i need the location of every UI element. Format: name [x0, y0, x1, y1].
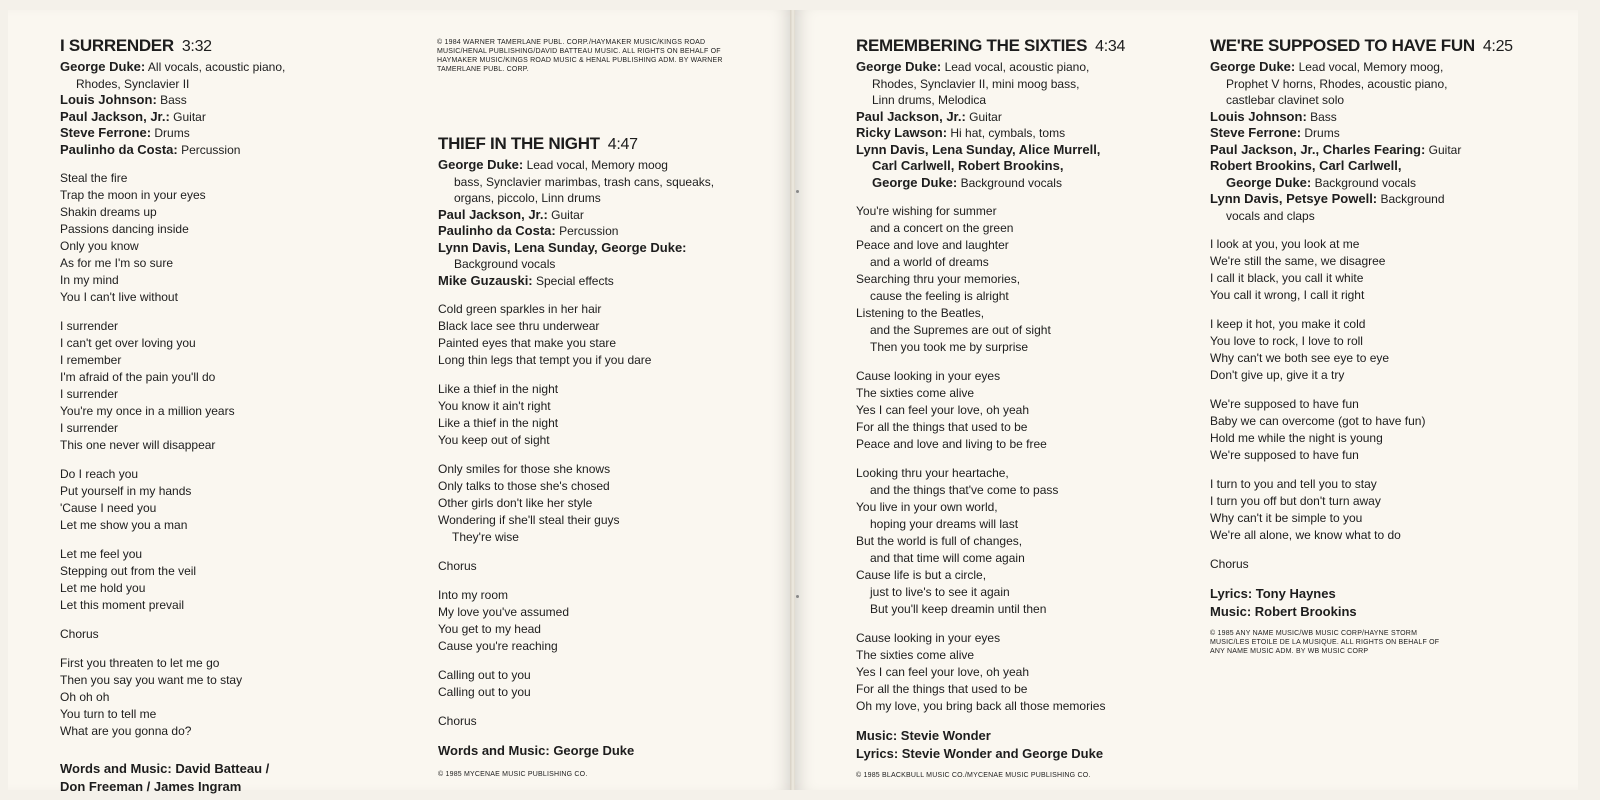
lyric-line: Cause looking in your eyes [856, 631, 1001, 645]
lyric-line: I look at you, you look at me [1210, 237, 1360, 251]
lyric-line: Let me show you a man [60, 518, 188, 532]
musician-name: Lynn Davis, Lena Sunday, Alice Murrell, [856, 141, 1101, 157]
lyric-line: But the world is full of changes, [856, 534, 1023, 548]
instrument-role: Percussion [555, 224, 619, 238]
lyric-line: I remember [60, 353, 122, 367]
lyric-line: Passions dancing inside [60, 222, 189, 236]
lyric-line: I surrender [60, 387, 119, 401]
instrument-role: Lead vocal, Memory moog [523, 158, 668, 172]
lyric-line: Cause you're reaching [438, 639, 558, 653]
credits-list [1210, 59, 1560, 224]
instrument-role: Bass [156, 93, 187, 107]
musician-name: Ricky Lawson: [856, 125, 948, 140]
lyric-line: Yes I can feel your love, oh yeah [856, 665, 1030, 679]
lyric-stanza [856, 203, 1176, 356]
credit-line [1210, 125, 1560, 142]
writers-credit [1210, 585, 1560, 621]
lyric-stanza [438, 667, 778, 701]
song-duration: 3:32 [181, 38, 212, 55]
lyric-line: and the things that've come to pass [870, 483, 1059, 497]
musician-name: George Duke: [856, 59, 942, 74]
song-title-text: THIEF IN THE NIGHT [438, 134, 600, 153]
instrument-role: vocals and claps [1226, 208, 1315, 223]
lyric-line: cause the feeling is alright [870, 289, 1009, 303]
lyric-line: Other girls don't like her style [438, 496, 593, 510]
lyric-line: Then you took me by surprise [870, 340, 1029, 354]
writer-credit-line: Lyrics: Stevie Wonder and George Duke [856, 746, 1104, 761]
lyric-line: Chorus [60, 627, 99, 641]
lyric-line: and a world of dreams [870, 255, 989, 269]
credits-list [60, 59, 400, 158]
lyric-stanza [1210, 556, 1560, 573]
musician-name: Paul Jackson, Jr.: [60, 108, 170, 124]
credit-line [856, 92, 1176, 109]
writers-credit [60, 760, 400, 796]
lyric-line: Put yourself in my hands [60, 484, 192, 498]
instrument-role: Background [1377, 192, 1445, 206]
lyric-line: For all the things that used to be [856, 420, 1028, 434]
song-duration: 4:47 [607, 136, 638, 153]
writers-credit [438, 742, 778, 760]
lyric-stanza [1210, 396, 1560, 464]
staple-hole [796, 190, 799, 193]
instrument-role: Guitar [1425, 142, 1462, 157]
credit-line [856, 125, 1176, 142]
lyric-line: Baby we can overcome (got to have fun) [1210, 414, 1426, 428]
song-thief-in-the-night [438, 134, 778, 779]
instrument-role: Rhodes, Synclavier II, mini moog bass, [872, 76, 1080, 91]
instrument-role: Percussion [177, 142, 241, 157]
lyric-line: Like a thief in the night [438, 416, 559, 430]
lyric-stanza [60, 626, 400, 643]
lyric-stanza [438, 301, 778, 369]
writer-credit-line: Words and Music: David Batteau / [60, 761, 270, 776]
lyric-stanza [856, 368, 1176, 453]
lyric-line: You love to rock, I love to roll [1210, 334, 1363, 348]
musician-name: Steve Ferrone: [60, 125, 152, 140]
instrument-role: Drums [1301, 126, 1340, 140]
credit-line [856, 76, 1176, 93]
lyric-line: You keep out of sight [438, 433, 550, 447]
lyric-line: Cause life is but a circle, [856, 568, 987, 582]
lyric-line: I can't get over loving you [60, 336, 196, 350]
lyric-line: First you threaten to let me go [60, 656, 220, 670]
lyric-stanza [1210, 316, 1560, 384]
lyric-line: 'Cause I need you [60, 501, 157, 515]
credit-line [438, 256, 778, 273]
lyric-stanza [856, 465, 1176, 618]
instrument-role: bass, Synclavier marimbas, trash cans, squeaks, [454, 174, 715, 189]
lyric-line: Yes I can feel your love, oh yeah [856, 403, 1030, 417]
lyric-line: But you'll keep dreamin until then [870, 602, 1047, 616]
lyric-stanza [60, 546, 400, 614]
lyric-stanza [1210, 236, 1560, 304]
musician-name: Paul Jackson, Jr., Charles Fearing: [1210, 141, 1426, 157]
instrument-role: Background vocals [454, 257, 556, 271]
song-title-text: I SURRENDER [60, 36, 174, 55]
lyric-line: Peace and love and laughter [856, 238, 1009, 252]
lyric-line: Peace and love and living to be free [856, 437, 1047, 451]
credit-line [856, 158, 1176, 175]
lyric-line: I surrender [60, 319, 119, 333]
musician-name: Paul Jackson, Jr.: [856, 108, 966, 124]
credit-line [1210, 142, 1560, 159]
lyric-line: Let this moment prevail [60, 598, 185, 612]
lyric-line: We're supposed to have fun [1210, 397, 1359, 411]
musician-name: Paulinho da Costa: [60, 141, 178, 157]
copyright-notice: © 1984 WARNER TAMERLANE PUBL. CORP./HAYMAKER MUSIC/KINGS ROAD MUSIC/HENAL PUBLISHING/DAVID BATTEAU MUSIC. ALL RIGHTS ON BEHALF OF HAYMAKER MUSIC/KINGS ROAD MUSIC & HENAL PUBLISHING ADM. BY WARNER TAMERLANE PUBL. CORP. [437, 39, 723, 73]
musician-name: George Duke: [872, 174, 958, 190]
lyric-line: You're my once in a million years [60, 404, 235, 418]
lyrics [856, 203, 1176, 715]
lyric-line: What are you gonna do? [60, 724, 192, 738]
instrument-role: castlebar clavinet solo [1226, 93, 1345, 107]
musician-name: Louis Johnson: [60, 92, 157, 107]
lyric-stanza [438, 587, 778, 655]
lyric-stanza [438, 558, 778, 575]
lyric-line: Let me feel you [60, 547, 143, 561]
writer-credit-line: Words and Music: George Duke [438, 743, 635, 758]
musician-name: George Duke: [1226, 174, 1312, 190]
lyric-line: As for me I'm so sure [60, 256, 173, 270]
lyric-line: Let me hold you [60, 581, 146, 595]
lyric-line: I keep it hot, you make it cold [1210, 317, 1366, 331]
instrument-role: Guitar [965, 109, 1002, 124]
song-title-text: REMEMBERING THE SIXTIES [856, 36, 1088, 55]
lyric-line: You're wishing for summer [856, 204, 997, 218]
lyric-line: Painted eyes that make you stare [438, 336, 617, 350]
lyric-line: Then you say you want me to stay [60, 673, 243, 687]
lyric-line: Into my room [438, 588, 509, 602]
instrument-role: Guitar [169, 109, 206, 124]
writer-credit-line: Lyrics: Tony Haynes [1210, 586, 1336, 601]
musician-name: George Duke: [438, 157, 524, 172]
lyric-stanza [438, 381, 778, 449]
lyric-line: For all the things that used to be [856, 682, 1028, 696]
writer-credit-line: Music: Robert Brookins [1210, 604, 1357, 619]
lyric-line: Only you know [60, 239, 139, 253]
lyric-line: Chorus [438, 559, 477, 573]
lyric-line: Black lace see thru underwear [438, 319, 600, 333]
musician-name: Paul Jackson, Jr.: [438, 206, 548, 222]
lyric-line: Stepping out from the veil [60, 564, 197, 578]
staple-hole [796, 595, 799, 598]
credit-line [1210, 92, 1560, 109]
credits-list [438, 157, 778, 289]
lyric-stanza [60, 170, 400, 306]
lyric-line: You turn to tell me [60, 707, 157, 721]
credit-line [438, 223, 778, 240]
song-duration: 4:34 [1095, 38, 1126, 55]
musician-name: Robert Brookins, Carl Carlwell, [1210, 158, 1402, 173]
lyric-line: Long thin legs that tempt you if you dare [438, 353, 652, 367]
musician-name: Lynn Davis, Lena Sunday, George Duke: [438, 239, 687, 255]
lyric-line: You call it wrong, I call it right [1210, 288, 1365, 302]
instrument-role: Guitar [547, 207, 584, 222]
lyric-line: just to live's to see it again [870, 585, 1010, 599]
credit-line [1210, 109, 1560, 126]
credit-line [856, 109, 1176, 126]
lyric-line: hoping your dreams will last [870, 517, 1019, 531]
lyric-line: You know it ain't right [438, 399, 551, 413]
lyric-line: Don't give up, give it a try [1210, 368, 1345, 382]
lyric-line: Listening to the Beatles, [856, 306, 985, 320]
lyric-stanza [438, 713, 778, 730]
copyright-notice: © 1985 ANY NAME MUSIC/WB MUSIC CORP/HAYNE STORM MUSIC/LES ETOILE DE LA MUSIQUE. ALL RIGHTS ON BEHALF OF ANY NAME MUSIC ADM. BY WB MUSIC CORP [1210, 630, 1440, 655]
lyric-line: and a concert on the green [870, 221, 1014, 235]
lyric-stanza [1210, 476, 1560, 544]
lyric-line: Searching thru your memories, [856, 272, 1021, 286]
credit-line [1210, 76, 1560, 93]
credit-line [60, 92, 400, 109]
lyric-stanza [856, 630, 1176, 715]
lyric-line: Only smiles for those she knows [438, 462, 611, 476]
lyrics [1210, 236, 1560, 573]
credit-line [438, 174, 778, 191]
credits-list [856, 59, 1176, 191]
musician-name: George Duke: [60, 59, 146, 74]
musician-name: George Duke: [1210, 59, 1296, 74]
lyric-line: and that time will come again [870, 551, 1025, 565]
song-i-surrender [60, 36, 400, 796]
credit-line [60, 142, 400, 159]
lyric-line: This one never will disappear [60, 438, 216, 452]
song-title [60, 36, 400, 56]
credit-line [1210, 158, 1560, 175]
song-title [1210, 36, 1560, 56]
lyric-line: I turn you off but don't turn away [1210, 494, 1381, 508]
lyric-line: Steal the fire [60, 171, 128, 185]
credit-line [1210, 208, 1560, 225]
lyric-line: Wondering if she'll steal their guys [438, 513, 620, 527]
lyric-line: I call it black, you call it white [1210, 271, 1364, 285]
instrument-role: Drums [151, 126, 190, 140]
instrument-role: organs, piccolo, Linn drums [454, 191, 601, 205]
lyric-line: You I can't live without [60, 290, 178, 304]
lyric-line: Only talks to those she's chosed [438, 479, 610, 493]
musician-name: Paulinho da Costa: [438, 223, 556, 238]
instrument-role: Background vocals [1311, 175, 1416, 190]
instrument-role: Background vocals [957, 175, 1062, 190]
lyric-line: The sixties come alive [856, 386, 975, 400]
credit-line [438, 240, 778, 257]
instrument-role: Bass [1306, 109, 1337, 124]
lyric-stanza [60, 655, 400, 740]
song-duration: 4:25 [1482, 38, 1513, 55]
credit-line [60, 59, 400, 76]
credit-line [60, 125, 400, 142]
lyric-stanza [438, 461, 778, 546]
credit-line [60, 109, 400, 126]
lyric-line: We're still the same, we disagree [1210, 254, 1386, 268]
lyric-line: They're wise [452, 530, 519, 544]
writer-credit-line: Music: Stevie Wonder [856, 728, 991, 743]
lyric-line: Shakin dreams up [60, 205, 157, 219]
lyric-line: My love you've assumed [438, 605, 570, 619]
instrument-role: Lead vocal, acoustic piano, [941, 60, 1090, 74]
instrument-role: Linn drums, Melodica [872, 93, 987, 107]
credit-line [856, 175, 1176, 192]
lyrics [60, 170, 400, 740]
lyric-line: We're supposed to have fun [1210, 448, 1359, 462]
credit-line [1210, 59, 1560, 76]
lyric-line: Chorus [438, 714, 477, 728]
credit-line [856, 59, 1176, 76]
lyric-line: Cold green sparkles in her hair [438, 302, 602, 316]
lyric-line: Why can't it be simple to you [1210, 511, 1363, 525]
lyric-line: In my mind [60, 273, 119, 287]
lyric-line: Oh my love, you bring back all those memories [856, 699, 1106, 713]
song-title [856, 36, 1176, 56]
lyric-line: Calling out to you [438, 685, 531, 699]
song-title-text: WE'RE SUPPOSED TO HAVE FUN [1210, 36, 1475, 55]
lyric-line: Looking thru your heartache, [856, 466, 1009, 480]
instrument-role: Special effects [532, 273, 614, 288]
credit-line [60, 76, 400, 93]
credit-line [438, 157, 778, 174]
instrument-role: Hi hat, cymbals, toms [947, 126, 1066, 140]
lyric-line: I turn to you and tell you to stay [1210, 477, 1377, 491]
credit-line [1210, 175, 1560, 192]
lyric-stanza [60, 318, 400, 454]
instrument-role: All vocals, acoustic piano, [145, 60, 286, 74]
instrument-role: Prophet V horns, Rhodes, acoustic piano, [1226, 76, 1448, 91]
lyric-line: Hold me while the night is young [1210, 431, 1383, 445]
musician-name: Carl Carlwell, Robert Brookins, [872, 158, 1064, 173]
lyrics [438, 301, 778, 730]
writer-credit-line: Don Freeman / James Ingram [60, 779, 242, 794]
musician-name: Mike Guzauski: [438, 272, 533, 288]
lyric-line: Why can't we both see eye to eye [1210, 351, 1390, 365]
lyric-line: Trap the moon in your eyes [60, 188, 206, 202]
song-were-supposed-to-have-fun [1210, 36, 1560, 656]
song-remembering-the-sixties [856, 36, 1176, 780]
lyric-line: Oh oh oh [60, 690, 110, 704]
musician-name: Steve Ferrone: [1210, 125, 1302, 140]
song-title [438, 134, 778, 154]
lyric-line: Chorus [1210, 557, 1249, 571]
lyric-line: I'm afraid of the pain you'll do [60, 370, 216, 384]
writers-credit [856, 727, 1176, 763]
lyric-line: You get to my head [438, 622, 541, 636]
credit-line [1210, 191, 1560, 208]
lyric-line: We're all alone, we know what to do [1210, 528, 1401, 542]
lyric-line: You live in your own world, [856, 500, 998, 514]
instrument-role: Lead vocal, Memory moog, [1295, 60, 1444, 74]
credit-line [856, 142, 1176, 159]
lyric-line: Calling out to you [438, 668, 531, 682]
musician-name: Louis Johnson: [1210, 108, 1307, 124]
instrument-role: Rhodes, Synclavier II [76, 76, 190, 91]
credit-line [438, 207, 778, 224]
lyric-stanza [60, 466, 400, 534]
musician-name: Lynn Davis, Petsye Powell: [1210, 191, 1378, 206]
credit-line [438, 273, 778, 290]
lyric-line: Like a thief in the night [438, 382, 559, 396]
lyric-line: I surrender [60, 421, 119, 435]
lyric-line: and the Supremes are out of sight [870, 323, 1051, 337]
lyric-line: Do I reach you [60, 467, 139, 481]
copyright-notice: © 1985 MYCENAE MUSIC PUBLISHING CO. [438, 771, 588, 778]
credit-line [438, 190, 778, 207]
lyric-line: Cause looking in your eyes [856, 369, 1001, 383]
copyright-notice: © 1985 BLACKBULL MUSIC CO./MYCENAE MUSIC PUBLISHING CO. [856, 772, 1091, 779]
lyric-line: The sixties come alive [856, 648, 975, 662]
